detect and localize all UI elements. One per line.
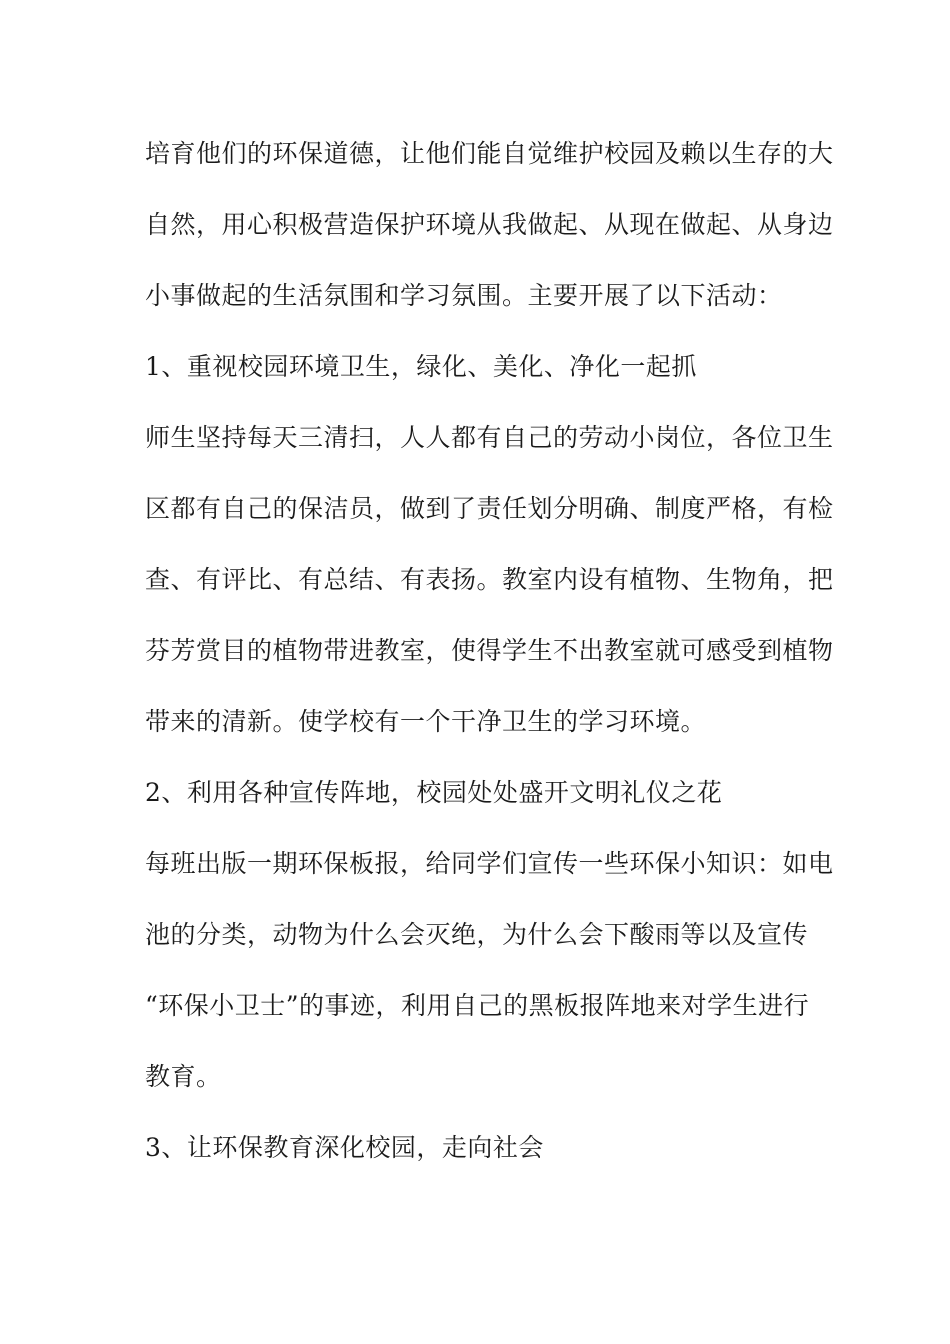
body-text-line: 自然，用心积极营造保护环境从我做起、从现在做起、从身边 [145, 210, 834, 239]
body-text-line: 培育他们的环保道德，让他们能自觉维护校园及赖以生存的大 [145, 139, 834, 168]
body-text-line: 每班出版一期环保板报，给同学们宣传一些环保小知识：如电 [145, 849, 834, 878]
body-text-line: 区都有自己的保洁员，做到了责任划分明确、制度严格，有检 [145, 494, 834, 523]
section-heading-3: 3、让环保教育深化校园，走向社会 [145, 1133, 544, 1162]
body-text-line: 带来的清新。使学校有一个干净卫生的学习环境。 [145, 707, 707, 736]
section-heading-2: 2、利用各种宣传阵地，校园处处盛开文明礼仪之花 [145, 778, 723, 807]
body-text-line: 查、有评比、有总结、有表扬。教室内设有植物、生物角，把 [145, 565, 834, 594]
body-text-line: 教育。 [145, 1062, 222, 1091]
body-text-line: 芬芳赏目的植物带进教室，使得学生不出教室就可感受到植物 [145, 636, 834, 665]
body-text-line: “环保小卫士”的事迹，利用自己的黑板报阵地来对学生进行 [145, 991, 810, 1020]
body-text-line: 池的分类，动物为什么会灭绝，为什么会下酸雨等以及宣传 [145, 920, 809, 949]
section-heading-1: 1、重视校园环境卫生，绿化、美化、净化一起抓 [145, 352, 697, 381]
body-text-line: 师生坚持每天三清扫，人人都有自己的劳动小岗位，各位卫生 [145, 423, 834, 452]
body-text-line: 小事做起的生活氛围和学习氛围。主要开展了以下活动： [145, 281, 783, 310]
